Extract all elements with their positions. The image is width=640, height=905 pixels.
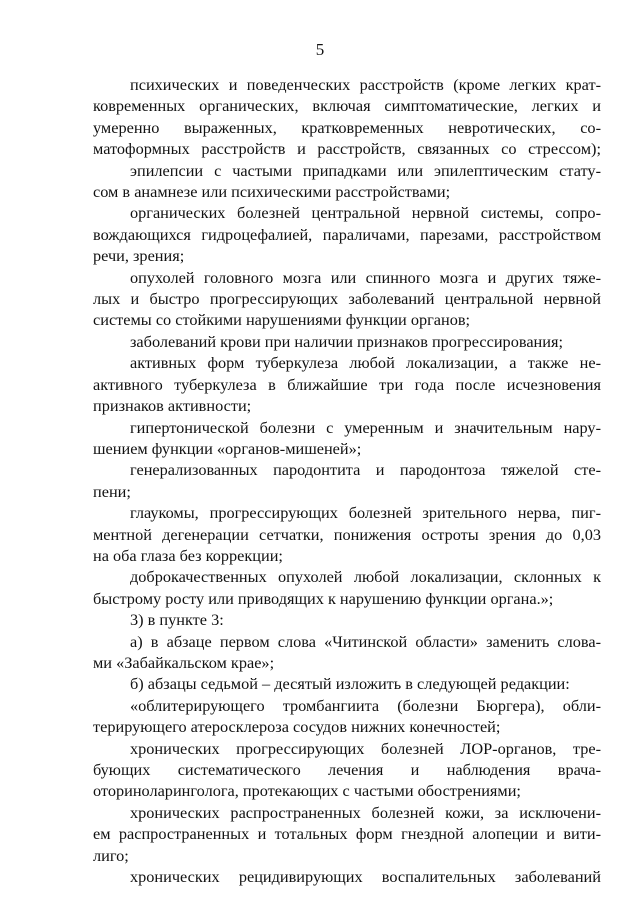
text-line: опухолей головного мозга или спинного мозга и других тяже- [130,267,601,287]
text-line: активных форм туберкулеза любой локализации, а также не- [130,353,601,373]
text-line: 3) в пункте 3: [130,610,224,630]
text-line: пени; [93,481,131,501]
text-line: лых и быстро прогрессирующих заболеваний центральной нервной [93,289,601,309]
text-line: ментной дегенерации сетчатки, понижения остроты зрения до 0,03 [93,524,601,544]
text-line: активного туберкулеза в ближайшие три года после исчезновения [93,374,601,394]
text-line: быстрому росту или приводящих к нарушению функции органа.»; [93,588,554,608]
text-line: заболеваний крови при наличии признаков прогрессирования; [130,331,563,351]
text-line: бующих систематического лечения и наблюдения врача- [93,760,601,779]
text-line: матоформных расстройств и расстройств, связанных со стрессом); [93,139,601,159]
text-line: умеренно выраженных, кратковременных невротических, со- [93,117,601,137]
page-number: 5 [315,40,325,59]
text-line: психических и поведенческих расстройств (кроме легких крат- [130,75,601,94]
text-line: хронических распространенных болезней кожи, за исключени- [130,802,601,822]
text-line: ми «Забайкальском крае»; [93,652,275,672]
text-line: вождающихся гидроцефалией, параличами, парезами, расстройством [93,224,601,244]
text-line: оториноларинголога, протекающих с частыми обострениями; [93,781,521,801]
text-line: лиго; [93,845,129,865]
text-line: хронических прогрессирующих болезней ЛОР-органов, тре- [130,738,601,758]
text-line: «облитерирующего тромбангиита (болезни Бюргера), обли- [130,695,601,715]
text-line: речи, зрения; [93,246,185,266]
text-line: ем распространенных и тотальных форм гнездной алопеции и вити- [93,824,601,844]
text-line: признаков активности; [93,396,252,416]
text-line: системы со стойкими нарушениями функции органов; [93,310,471,330]
text-line: генерализованных пародонтита и пародонтоза тяжелой сте- [130,460,601,480]
text-line: шением функции «органов-мишеней»; [93,438,362,458]
text-line: терирующего атеросклероза сосудов нижних конечностей; [93,717,501,737]
text-line: а) в абзаце первом слова «Читинской области» заменить слова- [130,631,601,651]
text-line: на оба глаза без коррекции; [93,545,283,565]
text-line: хронических рецидивирующих воспалительных заболеваний [130,867,601,887]
text-line: доброкачественных опухолей любой локализации, склонных к [130,567,601,587]
text-line: ковременных органических, включая симптоматические, легких и [93,96,601,116]
text-line: сом в анамнезе или психическими расстройствами; [93,182,451,202]
text-line: органических болезней центральной нервной системы, сопро- [130,203,601,223]
text-line: б) абзацы седьмой – десятый изложить в следующей редакции: [130,674,570,694]
text-line: глаукомы, прогрессирующих болезней зрительного нерва, пиг- [130,503,601,523]
document-body [93,74,601,887]
text-line: гипертонической болезни с умеренным и значительным нару- [130,417,601,437]
text-line: эпилепсии с частыми припадками или эпилептическим стату- [130,160,601,180]
